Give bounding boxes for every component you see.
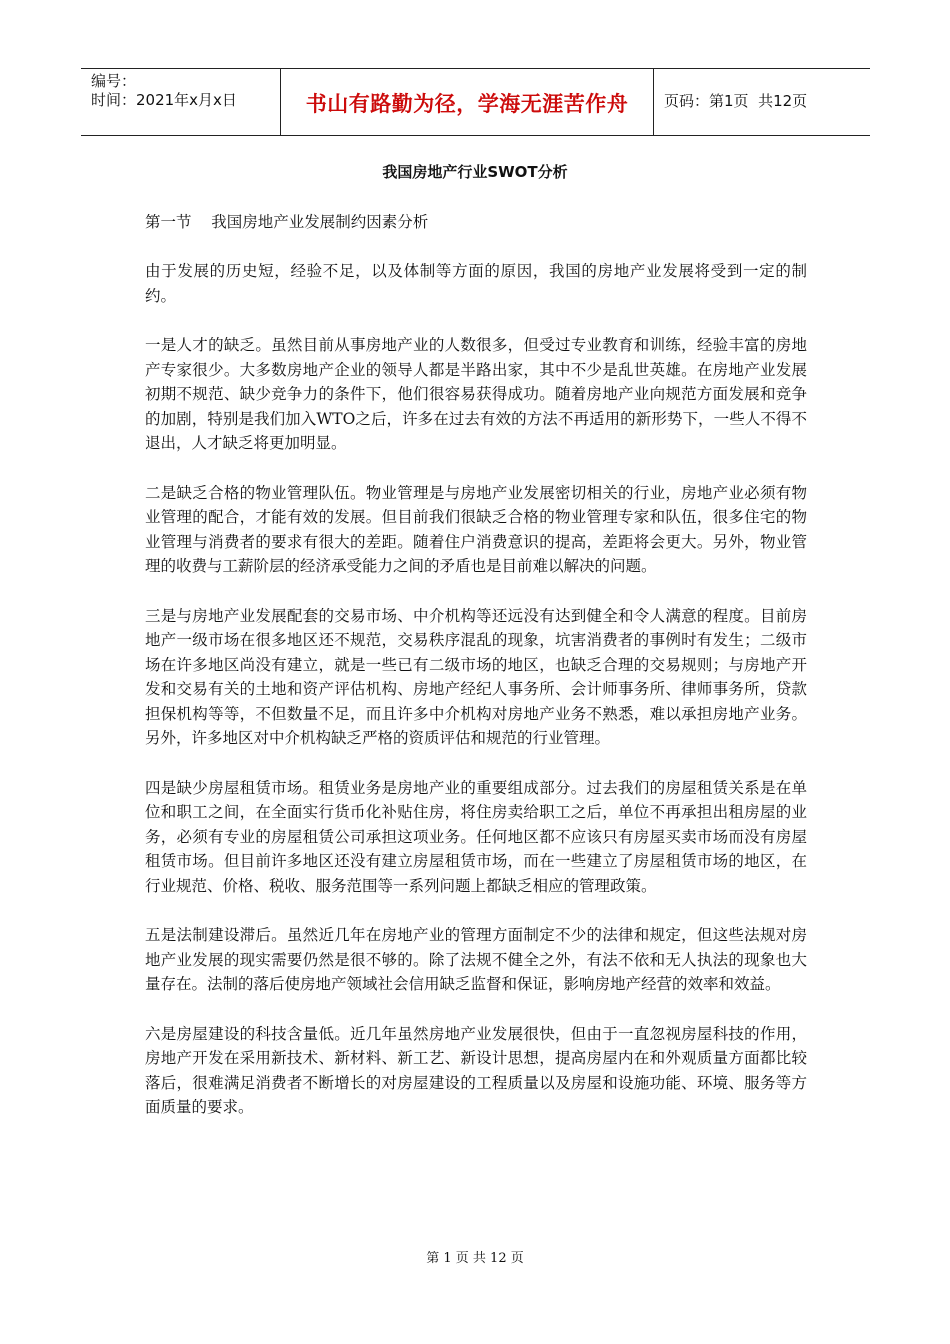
paragraph: 二是缺乏合格的物业管理队伍。物业管理是与房地产业发展密切相关的行业，房地产业必须有物业管理的配合，才能有效的发展。但目前我们很缺乏合格的物业管理专家和队伍，很多住宅的物业管理与消费者的要求有很大的差距。随着住户消费意识的提高，差距将会更大。另外，物业管理的收费与工薪阶层的经济承受能力之间的矛盾也是目前难以解决的问题。 — [145, 483, 807, 575]
number-label: 编号： — [91, 72, 137, 90]
page-info: 页码：第1页 共12页 — [664, 91, 808, 110]
document-header — [81, 68, 870, 136]
paragraph: 六是房屋建设的科技含量低。近几年虽然房地产业发展很快，但由于一直忽视房屋科技的作用，房地产开发在采用新技术、新材料、新工艺、新设计思想，提高房屋内在和外观质量方面都比较落后，很难满足消费者不断增长的对房屋建设的工程质量以及房屋和设施功能、环境、服务等方面质量的要求。 — [145, 1024, 807, 1116]
page-footer: 第 1 页 共 12 页 — [426, 1251, 524, 1266]
header-motto-cell — [281, 69, 654, 135]
section-heading: 第一节 我国房地产业发展制约因素分析 — [145, 213, 429, 231]
paragraph: 三是与房地产业发展配套的交易市场、中介机构等还远没有达到健全和令人满意的程度。目前房地产一级市场在很多地区还不规范，交易秩序混乱的现象，坑害消费者的事例时有发生；二级市场在许多地区尚没有建立，就是一些已有二级市场的地区，也缺乏合理的交易规则；与房地产开发和交易有关的土地和资产评估机构、房地产经纪人事务所、会计师事务所、律师事务所，贷款担保机构等等，不但数量不足，而且许多中介机构对房地产业务不熟悉，难以承担房地产业务。另外，许多地区对中介机构缺乏严格的资质评估和规范的行业管理。 — [145, 606, 807, 747]
header-page-cell — [654, 67, 870, 133]
paragraph: 由于发展的历史短，经验不足，以及体制等方面的原因，我国的房地产业发展将受到一定的制约。 — [145, 262, 807, 305]
document-title: 我国房地产行业SWOT分析 — [382, 163, 568, 181]
paragraph: 一是人才的缺乏。虽然目前从事房地产业的人数很多，但受过专业教育和训练，经验丰富的房地产专家很少。大多数房地产企业的领导人都是半路出家，其中不少是乱世英雄。在房地产业发展初期不规范、缺少竞争力的条件下，他们很容易获得成功。随着房地产业向规范方面发展和竞争的加剧，特别是我们加入WTO之后，许多在过去有效的方法不再适用的新形势下，一些人不得不退出，人才缺乏将更加明显。 — [145, 336, 807, 452]
paragraph: 五是法制建设滞后。虽然近几年在房地产业的管理方面制定不少的法律和规定，但这些法规对房地产业发展的现实需要仍然是很不够的。除了法规不健全之外，有法不依和无人执法的现象也大量存在。法制的落后使房地产领域社会信用缺乏监督和保证，影响房地产经营的效率和效益。 — [145, 926, 807, 993]
document-body — [145, 259, 807, 1120]
date-label: 时间：2021年x月x日 — [91, 91, 237, 109]
header-meta-cell — [81, 69, 281, 135]
motto-text: 书山有路勤为径，学海无涯苦作舟 — [305, 92, 629, 116]
paragraph: 四是缺少房屋租赁市场。租赁业务是房地产业的重要组成部分。过去我们的房屋租赁关系是在单位和职工之间，在全面实行货币化补贴住房，将住房卖给职工之后，单位不再承担出租房屋的业务，必须有专业的房屋租赁公司承担这项业务。任何地区都不应该只有房屋买卖市场而没有房屋租赁市场。但目前许多地区还没有建立房屋租赁市场，而在一些建立了房屋租赁市场的地区，在行业规范、价格、税收、服务范围等一系列问题上都缺乏相应的管理政策。 — [145, 778, 807, 895]
